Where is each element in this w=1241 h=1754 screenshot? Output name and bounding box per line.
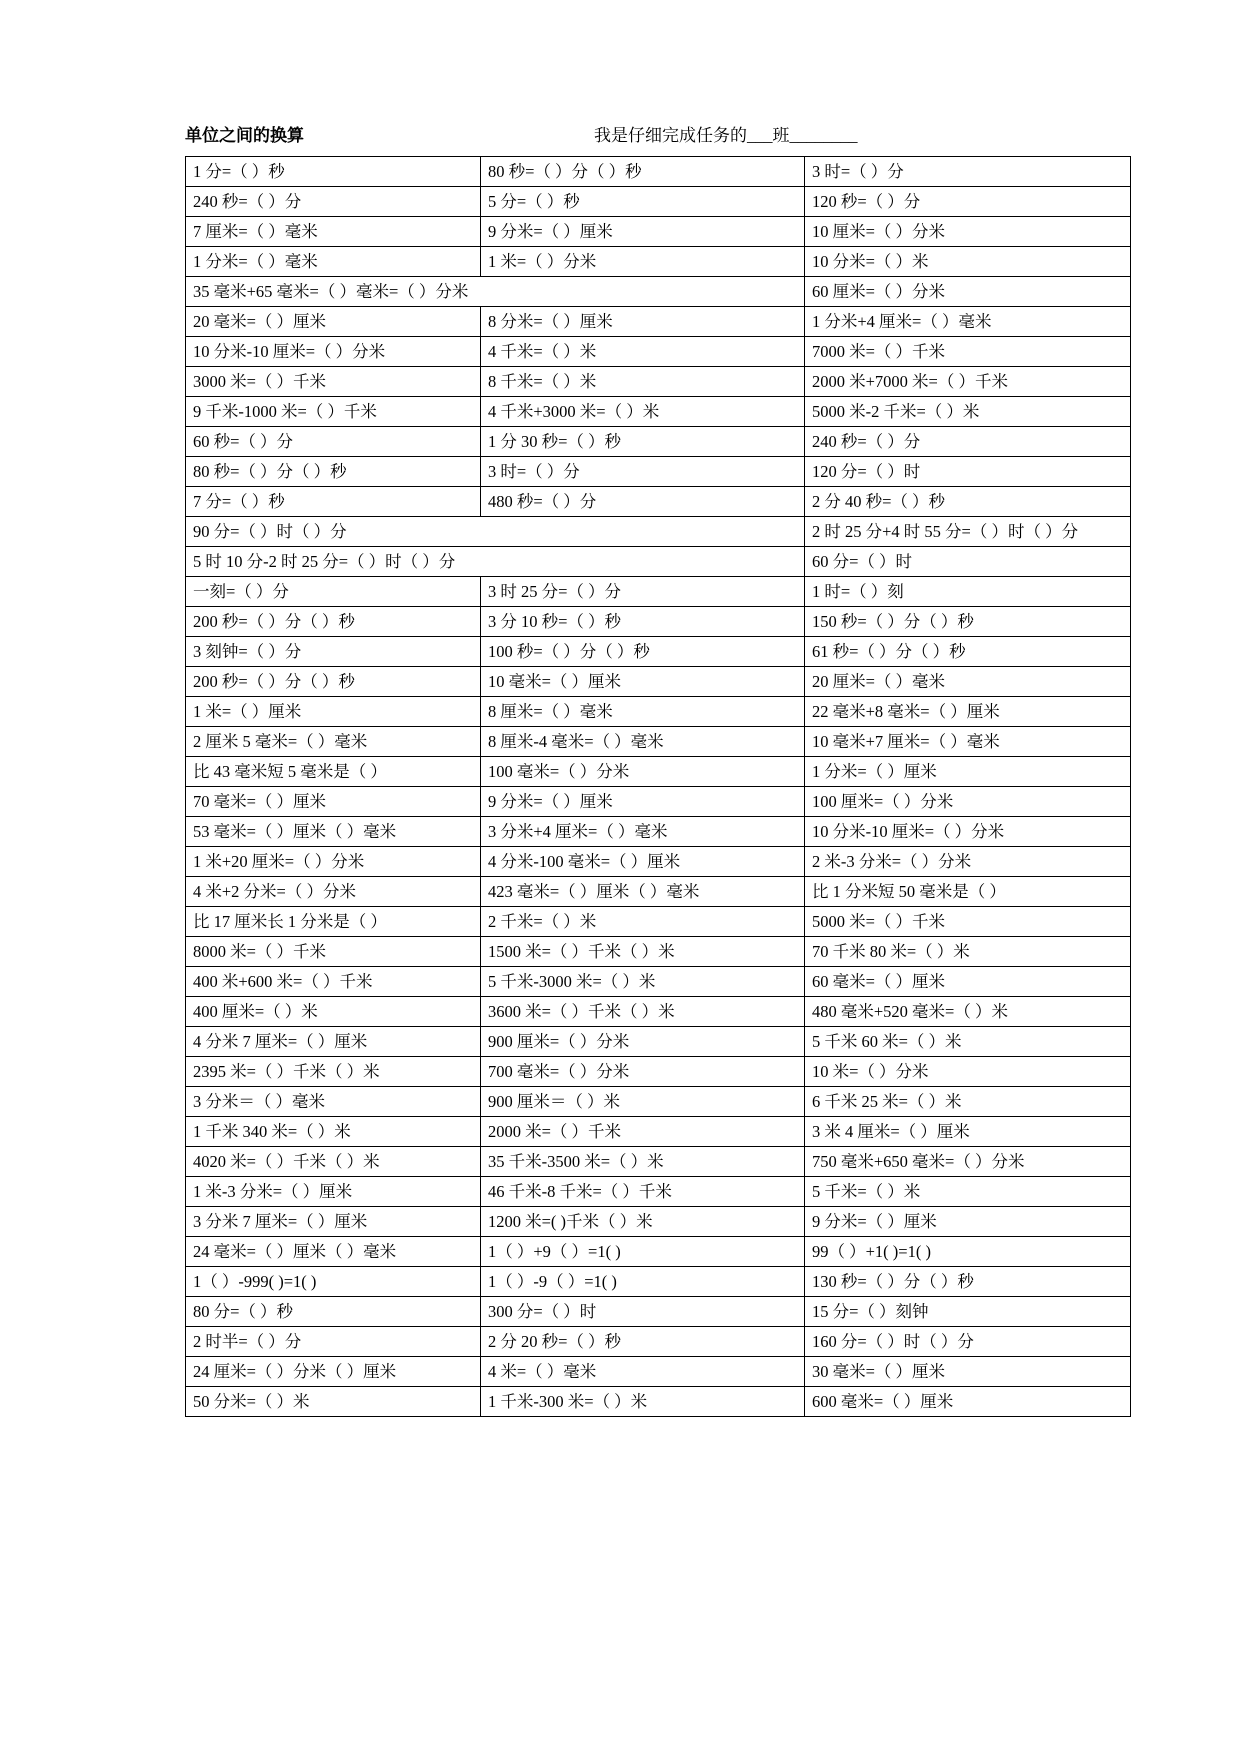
exercise-cell[interactable]: 15 分=（ ）刻钟: [805, 1297, 1131, 1327]
exercise-cell[interactable]: 99（ ）+1( )=1( ): [805, 1237, 1131, 1267]
table-row: [186, 1177, 1131, 1207]
exercise-cell[interactable]: 5 千米=（ ）米: [805, 1177, 1131, 1207]
table-row: [186, 1327, 1131, 1357]
exercise-cell[interactable]: 80 秒=（ ）分（ ）秒: [186, 457, 481, 487]
exercise-cell[interactable]: 2 分 20 秒=（ ）秒: [481, 1327, 805, 1357]
exercise-cell[interactable]: 4 米=（ ）毫米: [481, 1357, 805, 1387]
exercise-cell[interactable]: 423 毫米=（ ）厘米（ ）毫米: [481, 877, 805, 907]
exercise-cell[interactable]: 2000 米+7000 米=（ ）千米: [805, 367, 1131, 397]
exercise-cell[interactable]: 10 分米=（ ）米: [805, 247, 1131, 277]
exercise-cell[interactable]: 4 千米=（ ）米: [481, 337, 805, 367]
exercise-cell[interactable]: 1（ ）-999( )=1( ): [186, 1267, 481, 1297]
page-header: [185, 120, 1091, 146]
table-row: [186, 397, 1131, 427]
table-row: [186, 577, 1131, 607]
exercise-cell[interactable]: 7000 米=（ ）千米: [805, 337, 1131, 367]
exercise-cell[interactable]: 1200 米=( )千米（ ）米: [481, 1207, 805, 1237]
exercise-cell[interactable]: 8 千米=（ ）米: [481, 367, 805, 397]
exercise-cell[interactable]: 100 毫米=（ ）分米: [481, 757, 805, 787]
exercise-cell[interactable]: 1 米+20 厘米=（ ）分米: [186, 847, 481, 877]
exercise-cell[interactable]: 20 厘米=（ ）毫米: [805, 667, 1131, 697]
exercise-cell[interactable]: 24 厘米=（ ）分米（ ）厘米: [186, 1357, 481, 1387]
exercise-cell[interactable]: 比 17 厘米长 1 分米是（ ）: [186, 907, 481, 937]
table-row: [186, 1057, 1131, 1087]
exercise-cell[interactable]: 750 毫米+650 毫米=（ ）分米: [805, 1147, 1131, 1177]
exercise-cell[interactable]: 3600 米=（ ）千米（ ）米: [481, 997, 805, 1027]
exercise-cell[interactable]: 4 分米 7 厘米=（ ）厘米: [186, 1027, 481, 1057]
exercise-cell[interactable]: 2 时 25 分+4 时 55 分=（ ）时（ ）分: [805, 517, 1131, 547]
exercise-cell[interactable]: 50 分米=（ ）米: [186, 1387, 481, 1417]
table-row: [186, 607, 1131, 637]
exercise-cell[interactable]: 240 秒=（ ）分: [805, 427, 1131, 457]
table-row: [186, 1267, 1131, 1297]
table-row: [186, 247, 1131, 277]
exercise-cell[interactable]: 80 分=（ ）秒: [186, 1297, 481, 1327]
exercise-cell[interactable]: 60 毫米=（ ）厘米: [805, 967, 1131, 997]
table-row: [186, 487, 1131, 517]
exercise-cell[interactable]: 53 毫米=（ ）厘米（ ）毫米: [186, 817, 481, 847]
exercise-cell[interactable]: 150 秒=（ ）分（ ）秒: [805, 607, 1131, 637]
exercise-cell[interactable]: 4 米+2 分米=（ ）分米: [186, 877, 481, 907]
exercise-cell[interactable]: 3000 米=（ ）千米: [186, 367, 481, 397]
table-row: [186, 427, 1131, 457]
exercise-cell[interactable]: 600 毫米=（ ）厘米: [805, 1387, 1131, 1417]
exercise-cell[interactable]: 70 千米 80 米=（ ）米: [805, 937, 1131, 967]
table-row: [186, 847, 1131, 877]
exercise-cell[interactable]: 5 千米-3000 米=（ ）米: [481, 967, 805, 997]
exercise-cell[interactable]: 300 分=（ ）时: [481, 1297, 805, 1327]
exercise-cell[interactable]: 1 分米=（ ）厘米: [805, 757, 1131, 787]
table-row: [186, 337, 1131, 367]
table-row: [186, 1087, 1131, 1117]
table-row: [186, 907, 1131, 937]
exercise-cell[interactable]: 9 分米=（ ）厘米: [481, 217, 805, 247]
exercise-cell[interactable]: 1（ ）-9（ ）=1( ): [481, 1267, 805, 1297]
page-title: 单位之间的换算: [185, 126, 304, 145]
exercise-cell[interactable]: 2 分 40 秒=（ ）秒: [805, 487, 1131, 517]
table-row: [186, 1207, 1131, 1237]
exercise-cell[interactable]: 比 1 分米短 50 毫米是（ ）: [805, 877, 1131, 907]
exercise-cell[interactable]: 120 分=（ ）时: [805, 457, 1131, 487]
table-row: [186, 367, 1131, 397]
table-row: [186, 787, 1131, 817]
exercise-cell[interactable]: 80 秒=（ ）分（ ）秒: [481, 157, 805, 187]
exercise-cell[interactable]: 2 米-3 分米=（ ）分米: [805, 847, 1131, 877]
table-row: [186, 517, 1131, 547]
exercise-cell[interactable]: 130 秒=（ ）分（ ）秒: [805, 1267, 1131, 1297]
exercise-cell[interactable]: 22 毫米+8 毫米=（ ）厘米: [805, 697, 1131, 727]
exercise-cell[interactable]: 60 厘米=（ ）分米: [805, 277, 1131, 307]
exercise-cell[interactable]: 8 分米=（ ）厘米: [481, 307, 805, 337]
exercise-cell[interactable]: 7 厘米=（ ）毫米: [186, 217, 481, 247]
exercise-cell[interactable]: 10 毫米=（ ）厘米: [481, 667, 805, 697]
exercise-cell[interactable]: 3 分米＝（ ）毫米: [186, 1087, 481, 1117]
exercise-cell[interactable]: 6 千米 25 米=（ ）米: [805, 1087, 1131, 1117]
exercise-cell[interactable]: 3 分米 7 厘米=（ ）厘米: [186, 1207, 481, 1237]
exercise-cell[interactable]: 240 秒=（ ）分: [186, 187, 481, 217]
exercise-cell[interactable]: 480 毫米+520 毫米=（ ）米: [805, 997, 1131, 1027]
exercise-cell[interactable]: 1 时=（ ）刻: [805, 577, 1131, 607]
exercise-cell[interactable]: 70 毫米=（ ）厘米: [186, 787, 481, 817]
exercise-cell[interactable]: 400 米+600 米=（ ）千米: [186, 967, 481, 997]
exercise-cell[interactable]: 160 分=（ ）时（ ）分: [805, 1327, 1131, 1357]
table-row: [186, 757, 1131, 787]
exercise-cell[interactable]: 9 千米-1000 米=（ ）千米: [186, 397, 481, 427]
exercise-cell[interactable]: 1（ ）+9（ ）=1( ): [481, 1237, 805, 1267]
table-row: [186, 727, 1131, 757]
table-row: [186, 157, 1131, 187]
exercise-cell[interactable]: 1 千米-300 米=（ ）米: [481, 1387, 805, 1417]
exercise-cell[interactable]: 900 厘米＝（ ）米: [481, 1087, 805, 1117]
exercise-cell[interactable]: 3 米 4 厘米=（ ）厘米: [805, 1117, 1131, 1147]
table-row: [186, 1237, 1131, 1267]
table-row: [186, 637, 1131, 667]
exercise-cell[interactable]: 5000 米-2 千米=（ ）米: [805, 397, 1131, 427]
exercise-cell[interactable]: 10 米=（ ）分米: [805, 1057, 1131, 1087]
exercise-table-body: [186, 157, 1131, 1417]
exercise-cell[interactable]: 1 千米 340 米=（ ）米: [186, 1117, 481, 1147]
exercise-cell[interactable]: 100 秒=（ ）分（ ）秒: [481, 637, 805, 667]
table-row: [186, 217, 1131, 247]
table-row: [186, 547, 1131, 577]
table-row: [186, 1027, 1131, 1057]
exercise-cell[interactable]: 1 米=（ ）分米: [481, 247, 805, 277]
exercise-cell[interactable]: 1 分米+4 厘米=（ ）毫米: [805, 307, 1131, 337]
student-info-line: 我是仔细完成任务的___班________: [594, 126, 858, 145]
exercise-cell[interactable]: 700 毫米=（ ）分米: [481, 1057, 805, 1087]
exercise-cell[interactable]: 3 分米+4 厘米=（ ）毫米: [481, 817, 805, 847]
exercise-cell[interactable]: 9 分米=（ ）厘米: [481, 787, 805, 817]
exercise-cell[interactable]: 1 分 30 秒=（ ）秒: [481, 427, 805, 457]
exercise-cell[interactable]: 46 千米-8 千米=（ ）千米: [481, 1177, 805, 1207]
exercise-cell[interactable]: 60 分=（ ）时: [805, 547, 1131, 577]
exercise-cell[interactable]: 10 毫米+7 厘米=（ ）毫米: [805, 727, 1131, 757]
exercise-cell[interactable]: 24 毫米=（ ）厘米（ ）毫米: [186, 1237, 481, 1267]
table-row: [186, 1147, 1131, 1177]
table-row: [186, 307, 1131, 337]
exercise-table: [185, 156, 1131, 1417]
table-row: [186, 967, 1131, 997]
exercise-cell[interactable]: 5 时 10 分-2 时 25 分=（ ）时（ ）分: [186, 547, 805, 577]
exercise-cell[interactable]: 3 时=（ ）分: [481, 457, 805, 487]
exercise-cell[interactable]: 3 时 25 分=（ ）分: [481, 577, 805, 607]
exercise-cell[interactable]: 比 43 毫米短 5 毫米是（ ）: [186, 757, 481, 787]
exercise-cell[interactable]: 10 厘米=（ ）分米: [805, 217, 1131, 247]
exercise-cell[interactable]: 400 厘米=（ ）米: [186, 997, 481, 1027]
exercise-cell[interactable]: 200 秒=（ ）分（ ）秒: [186, 607, 481, 637]
exercise-cell[interactable]: 30 毫米=（ ）厘米: [805, 1357, 1131, 1387]
table-row: [186, 1387, 1131, 1417]
exercise-cell[interactable]: 35 千米-3500 米=（ ）米: [481, 1147, 805, 1177]
exercise-cell[interactable]: 900 厘米=（ ）分米: [481, 1027, 805, 1057]
exercise-cell[interactable]: 35 毫米+65 毫米=（ ）毫米=（ ）分米: [186, 277, 805, 307]
exercise-cell[interactable]: 1 米-3 分米=（ ）厘米: [186, 1177, 481, 1207]
exercise-cell[interactable]: 90 分=（ ）时（ ）分: [186, 517, 805, 547]
table-row: [186, 277, 1131, 307]
exercise-cell[interactable]: 3 时=（ ）分: [805, 157, 1131, 187]
table-row: [186, 187, 1131, 217]
exercise-cell[interactable]: 5000 米=（ ）千米: [805, 907, 1131, 937]
exercise-cell[interactable]: 1500 米=（ ）千米（ ）米: [481, 937, 805, 967]
exercise-cell[interactable]: 5 千米 60 米=（ ）米: [805, 1027, 1131, 1057]
exercise-cell[interactable]: 200 秒=（ ）分（ ）秒: [186, 667, 481, 697]
exercise-cell[interactable]: 4020 米=（ ）千米（ ）米: [186, 1147, 481, 1177]
exercise-cell[interactable]: 5 分=（ ）秒: [481, 187, 805, 217]
exercise-cell[interactable]: 10 分米-10 厘米=（ ）分米: [186, 337, 481, 367]
table-row: [186, 817, 1131, 847]
exercise-cell[interactable]: 10 分米-10 厘米=（ ）分米: [805, 817, 1131, 847]
table-row: [186, 457, 1131, 487]
exercise-cell[interactable]: 7 分=（ ）秒: [186, 487, 481, 517]
exercise-cell[interactable]: 2 厘米 5 毫米=（ ）毫米: [186, 727, 481, 757]
exercise-cell[interactable]: 3 分 10 秒=（ ）秒: [481, 607, 805, 637]
table-row: [186, 667, 1131, 697]
table-row: [186, 1357, 1131, 1387]
exercise-cell[interactable]: 8 厘米-4 毫米=（ ）毫米: [481, 727, 805, 757]
table-row: [186, 877, 1131, 907]
exercise-cell[interactable]: 3 刻钟=（ ）分: [186, 637, 481, 667]
exercise-cell[interactable]: 1 分=（ ）秒: [186, 157, 481, 187]
exercise-cell[interactable]: 2 时半=（ ）分: [186, 1327, 481, 1357]
table-row: [186, 1117, 1131, 1147]
exercise-cell[interactable]: 4 分米-100 毫米=（ ）厘米: [481, 847, 805, 877]
exercise-cell[interactable]: 20 毫米=（ ）厘米: [186, 307, 481, 337]
table-row: [186, 1297, 1131, 1327]
table-row: [186, 937, 1131, 967]
exercise-cell[interactable]: 1 米=（ ）厘米: [186, 697, 481, 727]
table-row: [186, 997, 1131, 1027]
exercise-cell[interactable]: 2395 米=（ ）千米（ ）米: [186, 1057, 481, 1087]
exercise-cell[interactable]: 8 厘米=（ ）毫米: [481, 697, 805, 727]
exercise-cell[interactable]: 4 千米+3000 米=（ ）米: [481, 397, 805, 427]
exercise-cell[interactable]: 2000 米=（ ）千米: [481, 1117, 805, 1147]
exercise-cell[interactable]: 60 秒=（ ）分: [186, 427, 481, 457]
exercise-cell[interactable]: 8000 米=（ ）千米: [186, 937, 481, 967]
exercise-cell[interactable]: 9 分米=（ ）厘米: [805, 1207, 1131, 1237]
exercise-cell[interactable]: 120 秒=（ ）分: [805, 187, 1131, 217]
exercise-cell[interactable]: 一刻=（ ）分: [186, 577, 481, 607]
exercise-cell[interactable]: 480 秒=（ ）分: [481, 487, 805, 517]
table-row: [186, 697, 1131, 727]
exercise-cell[interactable]: 1 分米=（ ）毫米: [186, 247, 481, 277]
exercise-cell[interactable]: 100 厘米=（ ）分米: [805, 787, 1131, 817]
exercise-cell[interactable]: 61 秒=（ ）分（ ）秒: [805, 637, 1131, 667]
exercise-cell[interactable]: 2 千米=（ ）米: [481, 907, 805, 937]
